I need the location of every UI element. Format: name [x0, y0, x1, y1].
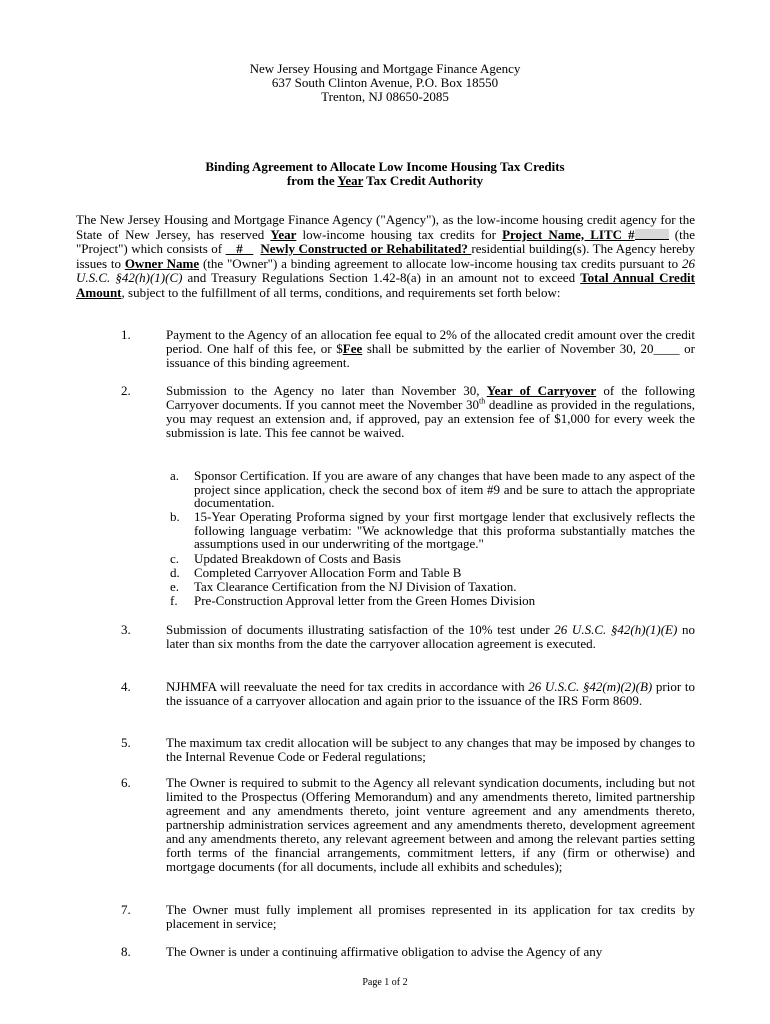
- agency-name: New Jersey Housing and Mortgage Finance Agency: [249, 61, 521, 76]
- agency-address: 637 South Clinton Avenue, P.O. Box 18550: [271, 75, 499, 90]
- agency-city: Trenton, NJ 08650-2085: [321, 89, 449, 104]
- document-title-line2: from the Year Tax Credit Authority: [286, 173, 484, 188]
- usc-citation: 26 U.S.C. §42(h)(1)(E): [554, 622, 678, 637]
- usc-citation: 26 U.S.C. §42(m)(2)(B): [528, 679, 653, 694]
- intro-paragraph: The New Jersey Housing and Mortgage Finance Agency ("Agency"), as the low-income housing credit agency for the State of New Jersey, has reserved Year low-income housing tax credits for Project Name, LITC # (the "Project") which consists of # Newly Constructed or Rehabilitated? residential building(s). The Agency hereby issues to Owner Name (the "Owner") a binding agreement to allocate low-income housing tax credits pursuant to 26 U.S.C. §42(h)(1)(C) and Treasury Regulations Section 1.42-8(a) in an amount not to exceed Total Annual Credit Amount, subject to the fulfillment of all terms, conditions, and requirements set forth below:: [76, 212, 695, 300]
- owner-name-field: Owner Name: [124, 255, 200, 271]
- carryover-year-field: Year of Carryover: [486, 383, 597, 398]
- project-name-field: Project Name, LITC #: [502, 226, 635, 242]
- total-credit-field: Total Annual Credit Amount: [76, 270, 695, 300]
- year-field: Year: [270, 226, 297, 242]
- construction-type-field: Newly Constructed or Rehabilitated?: [260, 241, 472, 256]
- building-count-field: #: [225, 241, 254, 256]
- document-title-line1: Binding Agreement to Allocate Low Income Housing Tax Credits: [205, 159, 565, 174]
- title-year-field: Year: [337, 173, 364, 188]
- fee-field: Fee: [342, 341, 363, 356]
- page-number: Page 1 of 2: [362, 977, 408, 988]
- litc-number-blank: [635, 229, 669, 240]
- usc-citation: 26 U.S.C. §42(h)(1)(C): [76, 255, 695, 285]
